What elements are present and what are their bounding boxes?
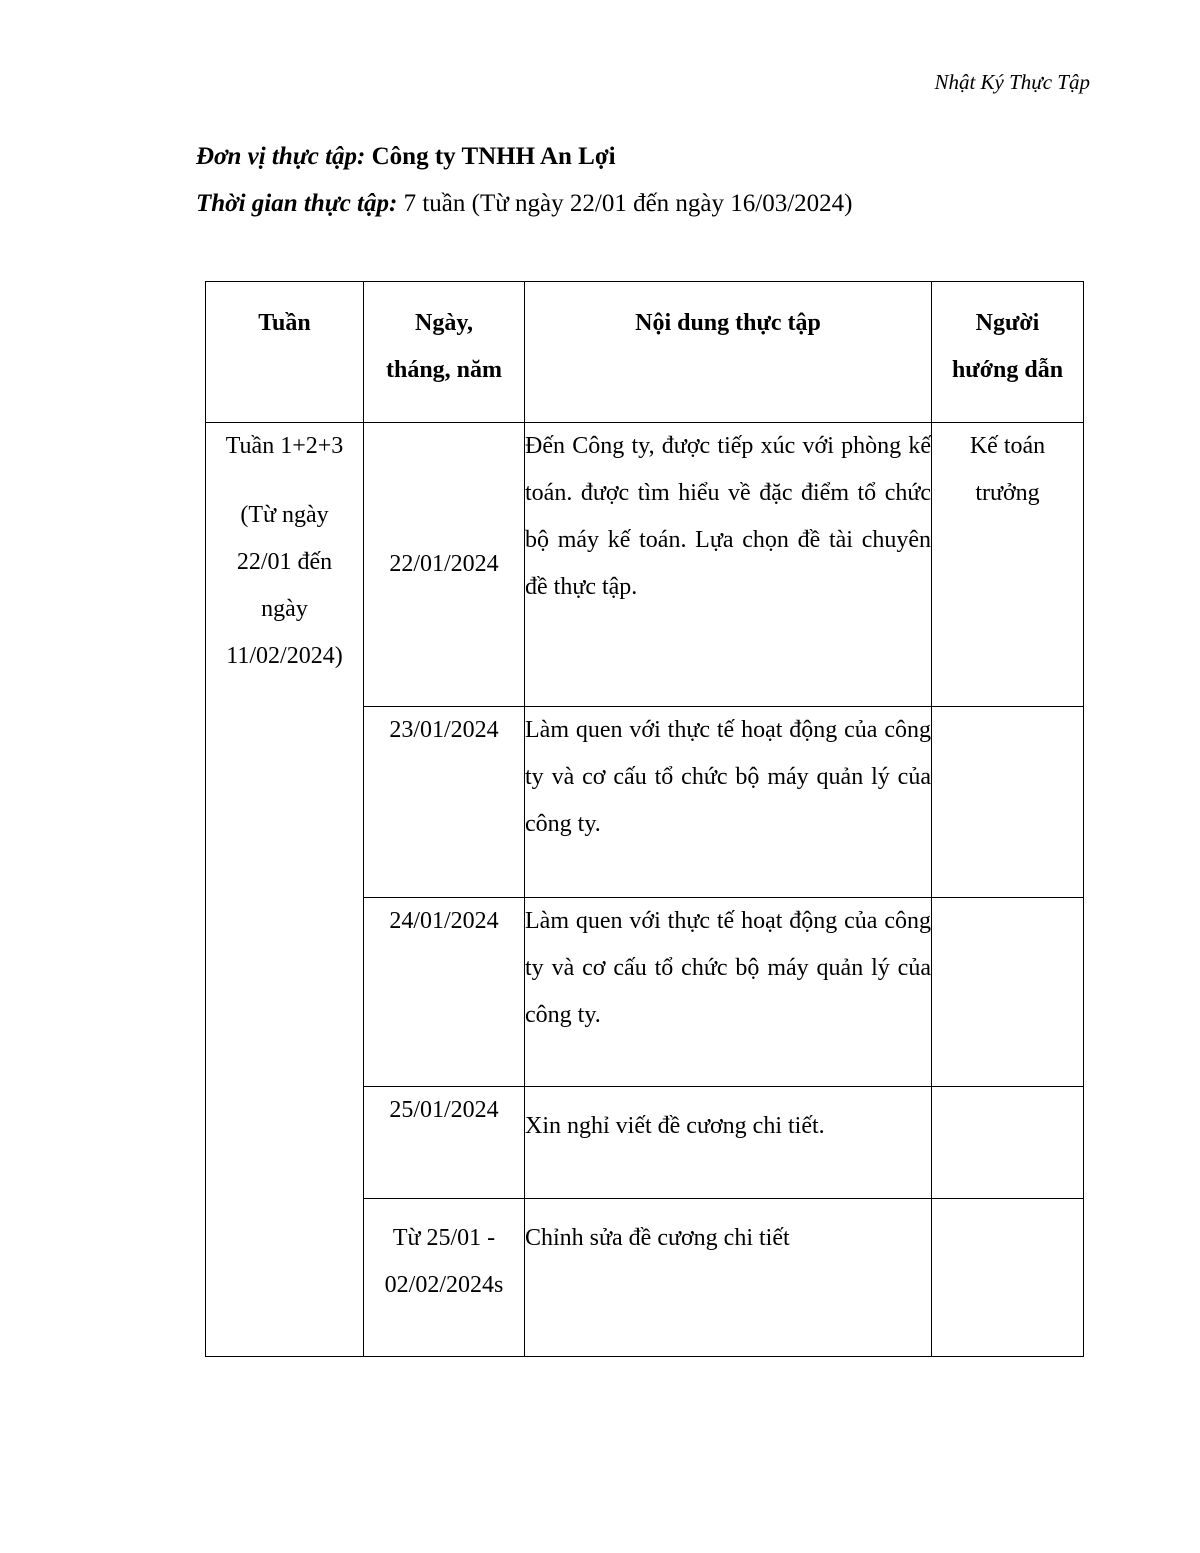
internship-time-value: 7 tuần (Từ ngày 22/01 đến ngày 16/03/2024) bbox=[403, 190, 853, 217]
content-cell: Làm quen với thực tế hoạt động của công ty và cơ cấu tổ chức bộ máy quản lý của công ty. bbox=[525, 707, 932, 898]
content-cell: Đến Công ty, được tiếp xúc với phòng kế toán. được tìm hiểu về đặc điểm tổ chức bộ máy kế toán. Lựa chọn đề tài chuyên đề thực tập. bbox=[525, 423, 932, 707]
week-group-cell bbox=[206, 423, 364, 1357]
internship-unit-label: Đơn vị thực tập: bbox=[196, 143, 366, 170]
guide-cell bbox=[932, 707, 1084, 898]
content-cell: Chỉnh sửa đề cương chi tiết bbox=[525, 1199, 932, 1357]
date-cell: 25/01/2024 bbox=[364, 1087, 525, 1199]
date-cell: 22/01/2024 bbox=[364, 423, 525, 707]
header-date: Ngày, tháng, năm bbox=[364, 282, 525, 423]
internship-unit-value: Công ty TNHH An Lợi bbox=[371, 143, 616, 170]
table-header-row bbox=[206, 282, 1084, 423]
header-guide: Người hướng dẫn bbox=[932, 282, 1084, 423]
guide-cell bbox=[932, 898, 1084, 1087]
table-row bbox=[206, 423, 1084, 707]
date-cell: 23/01/2024 bbox=[364, 707, 525, 898]
week-group-range: (Từ ngày 22/01 đến ngày 11/02/2024) bbox=[226, 502, 343, 669]
guide-cell bbox=[932, 1087, 1084, 1199]
internship-unit-line bbox=[196, 143, 616, 171]
header-content: Nội dung thực tập bbox=[525, 282, 932, 423]
content-cell: Làm quen với thực tế hoạt động của công ty và cơ cấu tổ chức bộ máy quản lý của công ty. bbox=[525, 898, 932, 1087]
content-cell: Xin nghỉ viết đề cương chi tiết. bbox=[525, 1087, 932, 1199]
date-cell: 24/01/2024 bbox=[364, 898, 525, 1087]
internship-time-label: Thời gian thực tập: bbox=[196, 190, 398, 217]
date-cell: Từ 25/01 - 02/02/2024s bbox=[364, 1199, 525, 1357]
header-week: Tuần bbox=[206, 282, 364, 423]
guide-cell: Kế toán trưởng bbox=[932, 423, 1084, 707]
guide-cell bbox=[932, 1199, 1084, 1357]
internship-journal-table bbox=[205, 281, 1084, 1357]
internship-time-line bbox=[196, 190, 852, 218]
week-group-title: Tuần 1+2+3 bbox=[225, 433, 344, 459]
running-header: Nhật Ký Thực Tập bbox=[934, 70, 1090, 94]
